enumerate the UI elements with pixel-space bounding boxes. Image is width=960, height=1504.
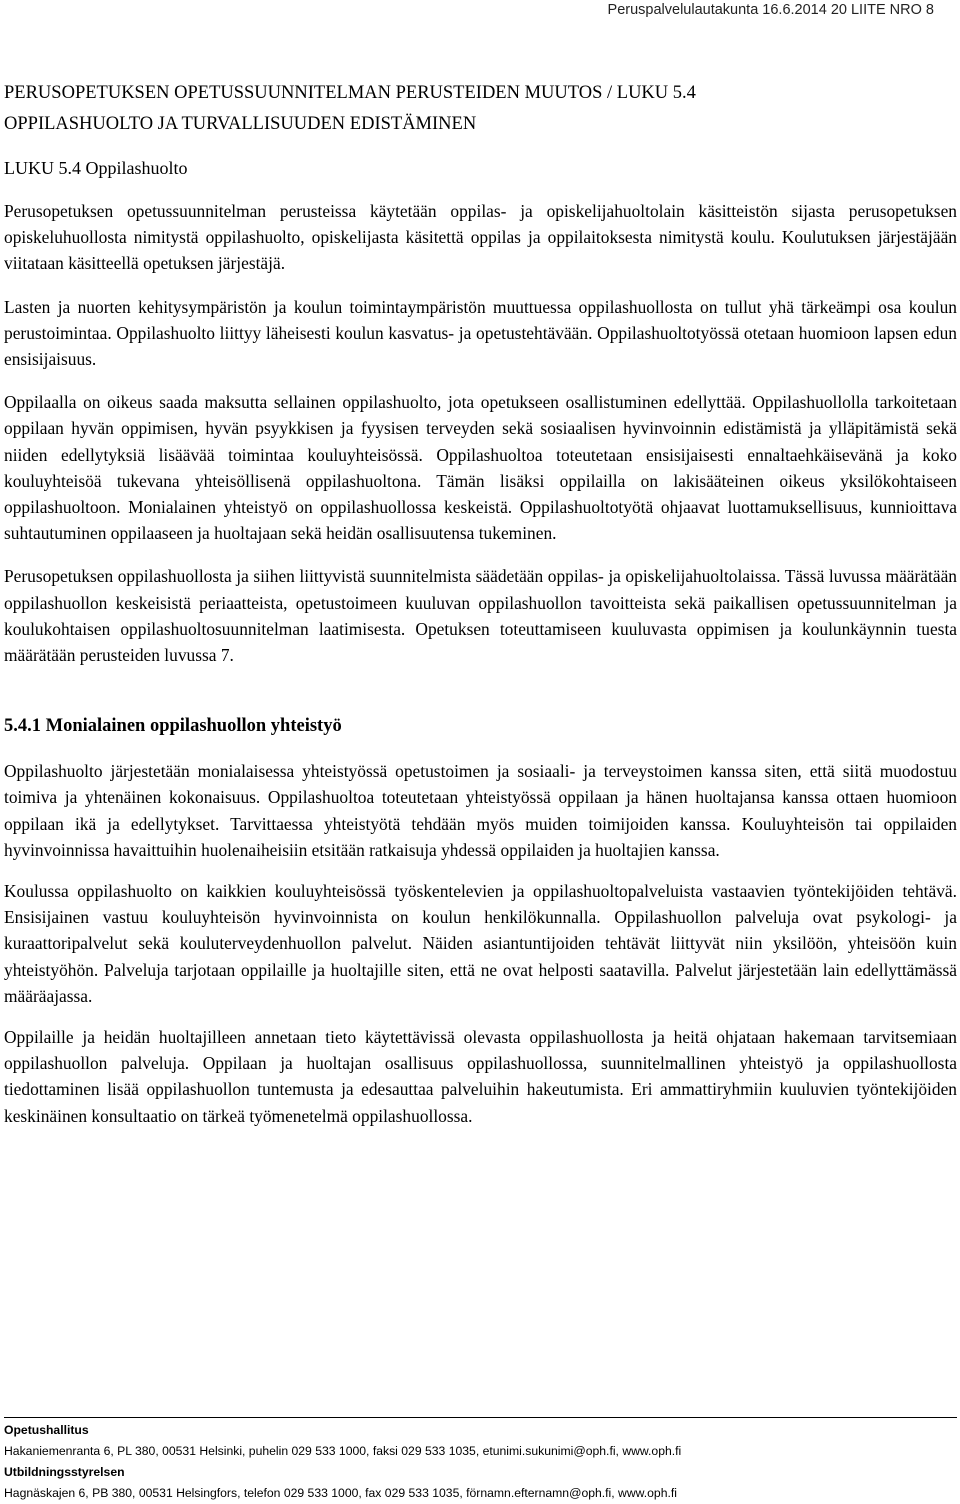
footer-org-name-fi: Opetushallitus <box>4 1423 89 1437</box>
paragraph-information: Oppilaille ja heidän huoltajilleen annetaan tieto käytettävissä olevasta oppilashuollosta ja heitä ohjataan hakemaan tarvitsemiaan oppilashuollon palveluja. Oppilaan ja huoltajan osallisuus oppilashuollossa, suunnitelmallinen yhteistyö ja oppilashuollosta tiedottaminen lisää oppilashuollon tuntemusta ja edesauttaa palveluihin hakeutumista. Eri ammattiryhmiin kuuluvien työntekijöiden keskinäinen konsultaatio on tärkeä työmenetelmä oppilashuollossa. <box>4 1027 957 1126</box>
paragraph-terminology: Perusopetuksen opetussuunnitelman perusteissa käytetään oppilas- ja opiskelijahuoltolain käsitteistön sijasta perusopetuksen opiskeluhuollosta nimitystä oppilashuolto, opiskelijasta käsitettä oppilas ja oppilaitoksesta nimitystä koulu. Koulutuksen järjestäjään viitataan käsitteellä opetuksen järjestäjä. <box>4 201 957 274</box>
title-line-2: OPPILASHUOLTO JA TURVALLISUUDEN EDISTÄMINEN <box>4 114 477 134</box>
section-subheading: 5.4.1 Monialainen oppilashuollon yhteistyö <box>4 716 342 737</box>
paragraph-legislation: Perusopetuksen oppilashuollosta ja siihen liittyvistä suunnitelmista säädetään oppilas- ja opiskelijahuoltolaissa. Tässä luvussa määrätään oppilashuollon keskeisistä periaatteista, opetustoimeen kuuluvan oppilashuollon tavoitteista sekä paikallisen opetussuunnitelman ja koulukohtaisen oppilashuoltosuunnitelman laatimisesta. Opetuksen toteuttamiseen kuuluvasta oppimisen ja koulunkäynnin tuesta määrätään perusteiden luvussa 7. <box>4 566 957 666</box>
paragraph-importance: Lasten ja nuorten kehitysympäristön ja koulun toimintaympäristön muuttuessa oppilashuollosta on tullut yhä tärkeämpi osa koulun perustoimintaa. Oppilashuolto liittyy läheisesti koulun kasvatus- ja opetustehtävään. Oppilashuoltotyössä otetaan huomioon lapsen edun ensisijaisuus. <box>4 296 957 370</box>
paragraph-school-services: Koulussa oppilashuolto on kaikkien kouluyhteisössä työskentelevien ja oppilashuoltopalveluista vastaavien työntekijöiden tehtävä. Ensisijainen vastuu kouluyhteisön hyvinvoinnista on koulun henkilökunnalla. Oppilashuollon palveluja ovat psykologi- ja kuraattoripalvelut sekä kouluterveydenhuollon palvelut. Näiden asiantuntijoiden tehtävät liittyvät niin yksilöön, yhteisöön kuin yhteistyöhön. Palveluja tarjotaan oppilaille ja huoltajille siten, että ne ovat helposti saatavilla. Palvelut järjestetään lain edellyttämässä määräajassa. <box>4 881 957 1006</box>
document-body <box>4 78 957 1144</box>
paragraph-cooperation: Oppilashuolto järjestetään monialaisessa yhteistyössä opetustoimen ja sosiaali- ja terveystoimen kanssa siten, että siitä muodostuu toimiva ja yhtenäinen kokonaisuus. Oppilashuoltoa toteutetaan yhteistyössä oppilaan ja hänen huoltajansa kanssa ottaen huomioon oppilaan ikä ja edellytykset. Tarvittaessa yhteistyötä tehdään myös muiden toimijoiden kanssa. Kouluyhteisön tai oppilaiden hyvinvoinnissa havaittuihin huolenaiheisiin etsitään ratkaisuja yhdessä oppilaiden ja huoltajien kanssa. <box>4 761 957 860</box>
paragraph-right-to-care: Oppilaalla on oikeus saada maksutta sellainen oppilashuolto, jota opetukseen osallistuminen edellyttää. Oppilashuollolla tarkoitetaan oppilaan hyvän oppimisen, hyvän psyykkisen ja fyysisen terveyden sekä sosiaalisen hyvinvoinnin edistämistä ja ylläpitämistä sekä niiden edellytyksiä lisäävää toimintaa kouluyhteisössä. Oppilashuoltoa toteutetaan ensisijaisesti ennaltaehkäisevänä ja koko kouluyhteisöä tukevana yhteisöllisenä oppilashuoltona. Tämän lisäksi oppilailla on lakisääteinen oikeus yksilökohtaiseen oppilashuoltoon. Monialainen yhteistyö on oppilashuollossa keskeistä. Oppilashuoltotyötä ohjaavat luottamuksellisuus, kunnioittava suhtautuminen oppilaaseen ja huoltajaan sekä heidän osallisuutensa tukeminen. <box>4 392 957 544</box>
footer-org-name-sv: Utbildningsstyrelsen <box>4 1465 125 1479</box>
document-title <box>4 78 957 140</box>
footer-contact-sv: Hagnäskajen 6, PB 380, 00531 Helsingfors, telefon 029 533 1000, fax 029 533 1035, förnamn.efternamn@oph.fi, www.oph.fi <box>4 1486 677 1500</box>
title-line-1: PERUSOPETUKSEN OPETUSSUUNNITELMAN PERUSTEIDEN MUUTOS / LUKU 5.4 <box>4 83 696 103</box>
chapter-heading: LUKU 5.4 Oppilashuolto <box>4 158 188 178</box>
running-header: Peruspalvelulautakunta 16.6.2014 20 LIITE NRO 8 <box>607 2 934 18</box>
page-footer <box>4 1417 957 1504</box>
footer-contact-fi: Hakaniemenranta 6, PL 380, 00531 Helsinki, puhelin 029 533 1000, faksi 029 533 1035, etunimi.sukunimi@oph.fi, www.oph.fi <box>4 1444 682 1458</box>
